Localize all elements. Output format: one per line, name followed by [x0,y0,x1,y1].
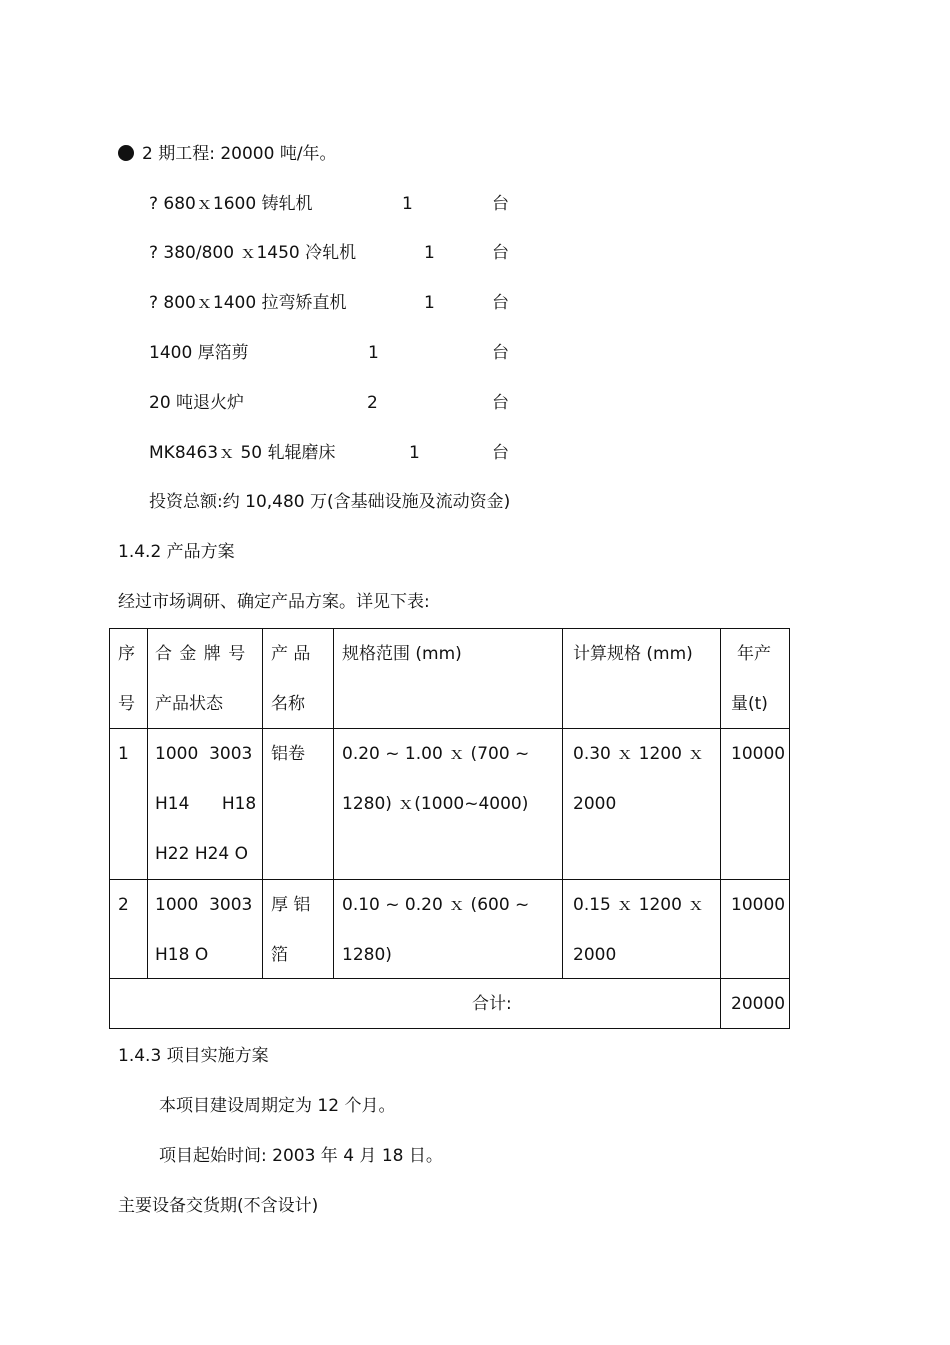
bullet-icon [118,145,134,161]
table-row-1-spec-range: 0.20 ~ 1.00 ｘ (700 ~ 1280) ｘ(1000~4000) [342,744,530,814]
equipment-unit: 台 [492,343,509,363]
equipment-name: ? 680ｘ1600 铸轧机 [149,194,313,214]
equipment-unit: 台 [492,194,509,214]
section-143-title: 1.4.3 项目实施方案 [118,1046,269,1066]
table-row-2-annual: 10000 [731,895,786,915]
construction-period: 本项目建设周期定为 12 个月。 [159,1096,396,1116]
equipment-qty: 1 [402,194,413,214]
equipment-name: 1400 厚箔剪 [149,343,249,363]
table-row-2-product: 厚 铝 箔 [271,895,311,965]
equipment-qty: 1 [424,293,435,313]
table-row-1-alloy: 1000 3003 H14 H18 H22 H24 O [155,744,257,864]
table-row-1-product: 铝卷 [271,744,305,764]
header-product: 产 品 名称 [271,644,311,714]
equipment-qty: 1 [409,443,420,463]
table-row-1-annual: 10000 [731,744,786,764]
equipment-delivery-heading: 主要设备交货期(不含设计) [118,1196,319,1216]
product-table [109,628,790,1029]
phase2-heading: 2 期工程: 20000 吨/年。 [118,143,337,165]
equipment-qty: 1 [368,343,379,363]
equipment-name: MK8463ｘ 50 轧辊磨床 [149,443,336,463]
table-row-2-alloy: 1000 3003 H18 O [155,895,253,965]
equipment-qty: 2 [367,393,378,413]
equipment-unit: 台 [492,293,509,313]
section-142-title: 1.4.2 产品方案 [118,542,235,562]
section-142-intro: 经过市场调研、确定产品方案。详见下表: [118,592,430,612]
header-spec-range: 规格范围 (mm) [342,644,462,664]
investment-total: 投资总额:约 10,480 万(含基础设施及流动资金) [149,492,511,512]
table-row-2-calc-spec: 0.15 ｘ 1200 ｘ 2000 [573,895,705,965]
header-annual: 年产 量(t) [731,644,771,714]
equipment-name: 20 吨退火炉 [149,393,245,413]
equipment-name: ? 800ｘ1400 拉弯矫直机 [149,293,347,313]
equipment-unit: 台 [492,443,509,463]
header-alloy: 合 金 牌 号 产品状态 [155,644,246,714]
header-seq: 序 号 [118,644,135,714]
table-row-1-calc-spec: 0.30 ｘ 1200 ｘ 2000 [573,744,705,814]
project-start-date: 项目起始时间: 2003 年 4 月 18 日。 [159,1146,443,1166]
equipment-qty: 1 [424,243,435,263]
equipment-unit: 台 [492,243,509,263]
header-calc-spec: 计算规格 (mm) [573,644,693,664]
table-total-value: 20000 [731,994,786,1014]
equipment-unit: 台 [492,393,509,413]
table-total-label: 合计: [472,994,512,1014]
table-row-2-spec-range: 0.10 ~ 0.20 ｘ (600 ~ 1280) [342,895,530,965]
table-row-1-seq: 1 [118,744,129,764]
table-row-2-seq: 2 [118,895,129,915]
equipment-name: ? 380/800 ｘ1450 冷轧机 [149,243,357,263]
